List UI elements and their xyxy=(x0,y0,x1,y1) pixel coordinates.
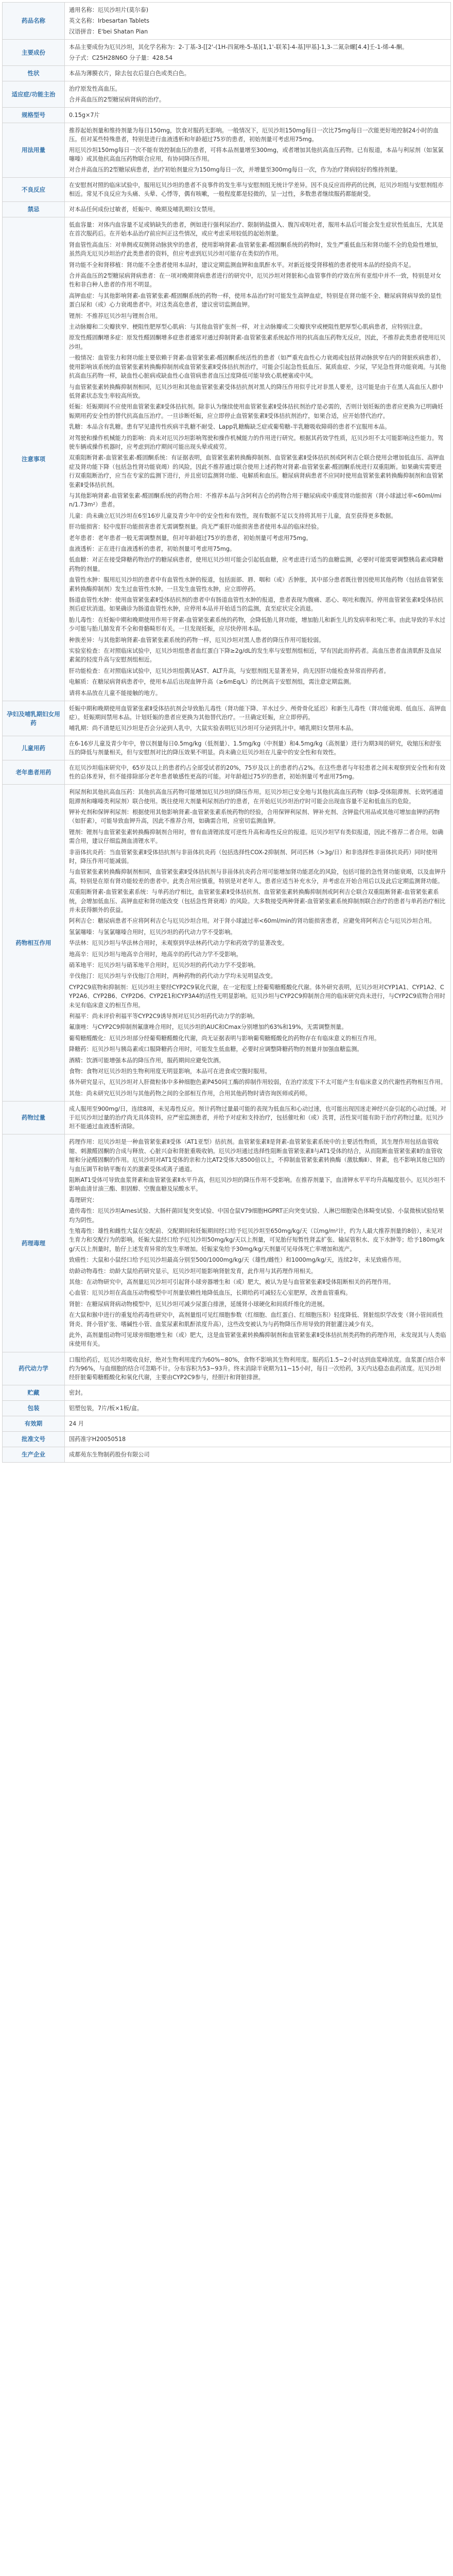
row-value-line: 降糖药：厄贝沙坦与胰岛素或口服降糖药合用时，可能发生低血糖，必要时应调整降糖药物的剂量并加强血糖监测。 xyxy=(69,1046,363,1053)
row-value-line: 与血管紧张素转换酶抑制剂相同，厄贝沙坦和其他血管紧张素受体拮抗剂对黑人的降压作用似乎比对非黑人要差，这可能是由于在黑人高血压人群中低肾素状态发生率较高所致。 xyxy=(69,383,444,399)
row-value-line: 汉语拼音：E'bei Shatan Pian xyxy=(69,28,148,35)
row-label: 药理毒理 xyxy=(3,1134,65,1352)
row-label: 规格型号 xyxy=(3,108,65,123)
row-value-line: 肠道血管性水肿：使用血管紧张素Ⅱ受体拮抗剂的患者中有肠道血管性水肿的报道，患者表现为腹痛、恶心、呕吐和腹泻。停用血管紧张素Ⅱ受体拮抗剂后症状消退。如果确诊为肠道血管性水肿，应停用本品并开始适当的监测，直至症状完全消退。 xyxy=(69,597,444,613)
row-value-line: 哺乳期：尚不清楚厄贝沙坦是否会分泌到人乳中，大鼠实验表明厄贝沙坦可分泌到乳汁中。哺乳期妇女禁用本品。 xyxy=(69,725,357,732)
row-value-line: 本品为薄膜衣片，除去包衣后显白色或类白色。 xyxy=(69,70,190,77)
row-label: 有效期 xyxy=(3,1416,65,1431)
info-row xyxy=(3,1352,451,1385)
row-value xyxy=(65,178,451,202)
row-value-line: 胎儿毒性：在妊娠中期和晚期使用作用于肾素-血管紧张素系统的药物，会降低胎儿肾功能，增加胎儿和新生儿的发病率和死亡率。由此导致的羊水过少可能与胎儿肺发育不全和骨骼畸形有关。一旦发现妊娠，应尽快停用本品。 xyxy=(69,616,446,633)
info-row xyxy=(3,217,451,701)
row-value-line: 致癌性：大鼠和小鼠经口给予厄贝沙坦最高分别至500/1000mg/kg/天（雄性/雌性）和1000mg/kg/天，连续2年，未见致癌作用。 xyxy=(69,1257,405,1264)
row-value xyxy=(65,217,451,701)
row-value-line: 对合并高血压的2型糖尿病患者，治疗初始剂量应为150mg每日一次，并增量至300mg每日一次，作为治疗肾病较好的维持剂量。 xyxy=(69,166,402,173)
row-value-line: 合并高血压的2型糖尿病肾病患者：在一项对晚期肾病患者进行的研究中，厄贝沙坦对肾脏和心血管事件的疗效在所有亚组中并不一致，特别是对女性和非白种人患者的作用不明显。 xyxy=(69,273,442,289)
row-value-line: 幼龄动物毒性：幼龄大鼠给药研究显示，厄贝沙坦可能影响肾脏发育，此作用与其药理作用相关。 xyxy=(69,1267,317,1275)
row-value xyxy=(65,760,451,785)
row-value-line: 锂剂：不推荐厄贝沙坦与锂剂合用。 xyxy=(69,312,162,319)
row-value-line: 妊娠中期和晚期使用血管紧张素Ⅱ受体拮抗剂会导致胎儿毒性（肾功能下降、羊水过少、颅骨骨化延迟）和新生儿毒性（肾功能衰竭、低血压、高钾血症）。妊娠期间禁用本品。计划妊娠的患者应更换为其他替代治疗。一旦确定妊娠，应立即停药。 xyxy=(69,705,446,721)
row-value-line: 治疗原发性高血压。 xyxy=(69,86,121,92)
row-label: 注意事项 xyxy=(3,217,65,701)
row-label: 生产企业 xyxy=(3,1447,65,1462)
row-value xyxy=(65,1101,451,1134)
row-value xyxy=(65,1431,451,1447)
info-row xyxy=(3,178,451,202)
row-value-line: 肾功能不全和肾移植：肾功能不全患者使用本品时，建议定期监测血钾和血肌酐水平。对新近接受肾移植的患者使用本品的经验尚不足。 xyxy=(69,261,415,268)
info-row xyxy=(3,1416,451,1431)
row-value-line: 毒理研究： xyxy=(69,1196,98,1204)
row-value-line: 阿利吉仑：糖尿病患者不应将阿利吉仑与厄贝沙坦合用。对于肾小球滤过率<60ml/min的肾功能损害患者，应避免将阿利吉仑与厄贝沙坦合用。 xyxy=(69,918,435,925)
row-value-line: 肝功能损害：轻中度肝功能损害患者无需调整剂量。尚无严重肝功能损害患者使用本品的临床经验。 xyxy=(69,523,323,531)
row-label: 贮藏 xyxy=(3,1385,65,1400)
row-label: 孕妇及哺乳期妇女用药 xyxy=(3,701,65,736)
row-value-line: 药理作用：厄贝沙坦是一种血管紧张素Ⅱ受体（AT1亚型）拮抗剂。血管紧张素Ⅱ是肾素-血管紧张素系统中的主要活性物质，其生理作用包括血管收缩、刺激醛固酮的合成与释放、心脏兴奋和肾脏重吸收钠。厄贝沙坦通过选择性阻断血管紧张素Ⅱ与AT1受体的结合，从而阻断血管紧张素Ⅱ的血管收缩和分泌醛固酮的作用。厄贝沙坦对AT1受体的亲和力比AT2受体大8500倍以上，不抑制血管紧张素转换酶（激肽酶Ⅱ）、肾素，也不影响其他已知的与血压调节和钠平衡有关的激素受体或离子通道。 xyxy=(69,1139,445,1173)
info-row xyxy=(3,202,451,217)
row-value-line: 血管性水肿：服用厄贝沙坦的患者中有血管性水肿的报道，包括面部、唇、咽和（或）舌肿胀，其中部分患者既往曾因使用其他药物（包括血管紧张素转换酶抑制剂）发生过血管性水肿。一旦发生血管性水肿，应立即停药。 xyxy=(69,577,444,592)
drug-info-rows xyxy=(3,3,451,1463)
row-value-line: 推荐起始剂量和维持剂量为每日150mg，饮食对服药无影响。一般情况下，厄贝沙坦150mg每日一次比75mg每日一次能更好地控制24小时的血压。但对某些特殊患者，特别是进行血液透析和年龄超过75岁的患者，初始剂量可考虑用75mg。 xyxy=(69,127,439,143)
row-value-line: 钾补充剂和保钾利尿剂：根据使用其他影响肾素-血管紧张素系统药物的经验，合用保钾利尿剂、钾补充剂、含钾盐代用品或其他可增加血钾的药物（如肝素），可能导致血钾升高，因此不推荐合用，如确需合用，应密切监测血钾。 xyxy=(69,808,440,825)
row-value-line: 体外研究显示，厄贝沙坦对人肝微粒体中多种细胞色素P450同工酶的抑制作用较弱，在治疗浓度下不太可能产生有临床意义的代谢性药物相互作用。 xyxy=(69,1079,446,1086)
row-value-line: 在6-16岁儿童及青少年中，曾以剂量每日0.5mg/kg（低剂量）、1.5mg/kg（中剂量）和4.5mg/kg（高剂量）进行为期3周的研究，收缩压和舒张压的降低与剂量相关，但与安慰剂对比的降压效果不明显。尚未确立厄贝沙坦在儿童中的安全性和有效性。 xyxy=(69,740,442,756)
row-value-line: 在大鼠和猴中进行的重复给药毒性研究中，高剂量组可见红细胞参数（红细胞、血红蛋白、红细胞压积）轻度降低、肾脏组织学改变（肾小管间质性肾炎、肾小管扩张、嗜碱性小管、血浆尿素和肌酐浓度升高），这些改变被认为与药物降压作用导致的肾脏灌注减少有关。 xyxy=(69,1312,444,1328)
row-value-line: 其他：在动物研究中，高剂量厄贝沙坦可引起肾小球旁器增生和（或）肥大，被认为是与血管紧张素Ⅱ受体阻断相关的药理作用。 xyxy=(69,1278,395,1285)
row-value-line: 国药准字H20050518 xyxy=(69,1435,126,1443)
row-value-line: 对驾驶和操作机械能力的影响：尚未对厄贝沙坦影响驾驶和操作机械能力的作用进行研究。根据其药效学性质，厄贝沙坦不太可能影响这些能力。驾驶车辆或操作机器时，应考虑到治疗期间可能出现头晕或疲劳。 xyxy=(69,434,444,450)
row-value-line: 主动脉瓣和二尖瓣狭窄、梗阻性肥厚型心肌病：与其他血管扩张剂一样，对主动脉瓣或二尖瓣狭窄或梗阻性肥厚型心肌病患者，应特别注意。 xyxy=(69,324,426,331)
row-value-line: 双重阻断肾素-血管紧张素-醛固酮系统：有证据表明，血管紧张素转换酶抑制剂、血管紧张素Ⅱ受体拮抗剂或阿利吉仑联合使用会增加低血压、高钾血症及肾功能下降（包括急性肾功能衰竭）的风险，因此不推荐通过联合使用上述药物对肾素-血管紧张素-醛固酮系统进行双重阻断。如果确实需要进行双重阻断治疗，应当在专家的监测下进行，并且密切监测肾功能、电解质和血压。糖尿病肾病患者不应同时使用血管紧张素转换酶抑制剂和血管紧张素Ⅱ受体拮抗剂。 xyxy=(69,454,445,488)
info-row xyxy=(3,1431,451,1447)
info-row xyxy=(3,123,451,178)
row-value-line: 此外，高剂量组动物可见球旁细胞增生和（或）肥大，这是血管紧张素转换酶抑制剂和血管紧张素Ⅱ受体拮抗剂类药物的药理作用，未发现其与人类临床使用有关。 xyxy=(69,1332,446,1348)
row-value xyxy=(65,1134,451,1352)
row-value-line: 原发性醛固酮增多症：原发性醛固酮增多症患者通常对通过抑制肾素-血管紧张素系统起作用的抗高血压药物无反应，因此，不推荐此类患者使用厄贝沙坦。 xyxy=(69,334,446,350)
row-value-line: 在厄贝沙坦临床研究中，65岁及以上的患者约占全部受试者的20%，75岁及以上的患者约占2%。在这些患者与年轻患者之间未观察到安全性和有效性的总体差异，但不能排除部分老年患者敏感性更高的可能。对年龄超过75岁的患者，初始剂量可考虑用75mg。 xyxy=(69,765,446,781)
row-label: 儿童用药 xyxy=(3,736,65,760)
row-value-line: 高钾血症：与其他影响肾素-血管紧张素-醛固酮系统的药物一样，使用本品治疗时可能发生高钾血症，特别是在肾功能不全、糖尿病肾病导致的显性蛋白尿和（或）心力衰竭患者中。对这类高危患者，建议密切监测血钾。 xyxy=(69,292,442,309)
row-value-line: 乳糖：本品含有乳糖。患有罕见遗传性疾病半乳糖不耐受、Lapp乳糖酶缺乏症或葡萄糖-半乳糖吸收障碍的患者不宜服用本品。 xyxy=(69,423,391,431)
row-value-line: 口服给药后，厄贝沙坦吸收良好，绝对生物利用度约为60%~80%，食物不影响其生物利用度。服药后1.5~2小时达到血浆峰浓度。血浆蛋白结合率约为96%，与血细胞的结合可忽略不计。分布容积为53~93升。终末消除半衰期为11~15小时，每日一次给药，3天内达稳态血药浓度。厄贝沙坦经肝脏葡萄糖醛酸化和氧化代谢，主要由CYP2C9参与，经胆汁和肾脏排泄。 xyxy=(69,1356,446,1381)
row-value-line: 低血糖：对正在接受降糖药物治疗的糖尿病患者，使用厄贝沙坦可能会引起低血糖，应考虑进行适当的血糖监测，必要时可能需要调整胰岛素或降糖药物的剂量。 xyxy=(69,556,444,572)
row-label: 禁忌 xyxy=(3,202,65,217)
row-value-line: 24 月 xyxy=(69,1420,84,1427)
row-value xyxy=(65,1416,451,1431)
row-label: 适应症/功能主治 xyxy=(3,81,65,108)
row-label: 批准文号 xyxy=(3,1431,65,1447)
row-value xyxy=(65,1400,451,1416)
row-value-line: 利尿剂和其他抗高血压药：其他抗高血压药物可能增加厄贝沙坦的降压作用。厄贝沙坦已安全地与其他抗高血压药物（如β-受体阻滞剂、长效钙通道阻滞剂和噻嗪类利尿剂）联合使用。既往使用大剂量利尿剂治疗的患者，在开始厄贝沙坦治疗时可能会出现血容量不足和低血压的危险。 xyxy=(69,789,444,805)
row-value-line: 利福平：尚未评价利福平等CYP2C9诱导剂对厄贝沙坦药代动力学的影响。 xyxy=(69,1013,258,1020)
row-value-line: 低血容量：对体内血容量不足或钠缺失的患者，例如进行强利尿治疗、限制钠盐摄入、腹泻或呕吐者，服用本品后可能会发生症状性低血压，尤其是在首次服药后。在开始本品治疗前应纠正这些情况，或应考虑采用较低的起始剂量。 xyxy=(69,222,444,238)
row-value xyxy=(65,1352,451,1385)
row-label: 药物过量 xyxy=(3,1101,65,1134)
row-label: 不良反应 xyxy=(3,178,65,202)
row-value-line: 肾脏：在糖尿病肾病动物模型中，厄贝沙坦可减少尿蛋白排泄，延缓肾小球硬化和间质纤维化的进展。 xyxy=(69,1300,328,1308)
row-value-line: 种族差异：与其他影响肾素-血管紧张素系统的药物一样，厄贝沙坦对黑人患者的降压作用可能较弱。 xyxy=(69,636,325,643)
info-row xyxy=(3,1447,451,1462)
drug-info-table xyxy=(2,2,451,1463)
info-row xyxy=(3,108,451,123)
row-value-line: 阻断AT1受体可导致血浆肾素和血管紧张素Ⅱ水平升高，但厄贝沙坦的降压作用不受影响。在推荐剂量下，血清钾水平平均升高幅度很小。厄贝沙坦不影响血清甘油三酯、胆固醇、空腹血糖及尿酸水平。 xyxy=(69,1176,446,1193)
row-value-line: 非甾体抗炎药：当血管紧张素Ⅱ受体拮抗剂与非甾体抗炎药（包括选择性COX-2抑制剂、阿司匹林（>3g/日）和非选择性非甾体抗炎药）同时使用时，降压作用可能减弱。 xyxy=(69,849,438,865)
row-value xyxy=(65,736,451,760)
row-value-line: 本品主要成份为厄贝沙坦，其化学名称为：2-丁基-3-[[2'-(1H-四氮唑-5-基)[1,1'-联苯]-4-基]甲基]-1,3-二氮杂螺[4.4]壬-1-烯-4-酮。 xyxy=(69,44,408,50)
row-label: 药代动力学 xyxy=(3,1352,65,1385)
row-value-line: 酒精：饮酒可能增强本品的降压作用，服药期间应避免饮酒。 xyxy=(69,1057,225,1064)
row-label: 老年患者用药 xyxy=(3,760,65,785)
row-value-line: 食物：食物对厄贝沙坦的生物利用度无明显影响，本品可在进食或空腹时服用。 xyxy=(69,1068,271,1075)
row-value-line: 其他：尚未研究厄贝沙坦与其他药物之间的全部相互作用，合用其他药物时请咨询医师或药师。 xyxy=(69,1090,311,1097)
row-value-line: 葡萄糖醛酸化：厄贝沙坦部分经葡萄糖醛酸化代谢，尚无证据表明与影响葡萄糖醛酸化的药物存在有临床意义的相互作用。 xyxy=(69,1035,380,1042)
row-value-line: 硝苯地平：厄贝沙坦与硝苯地平合用时，厄贝沙坦的药代动力学不受影响。 xyxy=(69,962,259,969)
row-value-line: 双重阻断肾素-血管紧张素系统：与单药治疗相比，血管紧张素Ⅱ受体拮抗剂、血管紧张素转换酶抑制剂或阿利吉仑联合双重阻断肾素-血管紧张素系统，会增加低血压、高钾血症和肾功能改变（包括急性肾衰竭）的风险。大多数接受两种肾素-血管紧张素系统抑制剂联合治疗的患者与单药治疗相比并未获得额外的获益。 xyxy=(69,889,446,913)
row-value xyxy=(65,785,451,1101)
info-row xyxy=(3,81,451,108)
row-value-line: 辛伐他汀：厄贝沙坦与辛伐他汀合用时，两种药物的药代动力学均未见明显改变。 xyxy=(69,973,276,980)
info-row xyxy=(3,1400,451,1416)
row-value-line: 地高辛：厄贝沙坦与地高辛合用时，地高辛的药代动力学不受影响。 xyxy=(69,951,242,958)
row-value-line: 肾血管性高血压：对单侧或双侧肾动脉狭窄的患者，使用影响肾素-血管紧张素-醛固酮系统的药物时，发生严重低血压和肾功能不全的危险性增加，虽然尚无厄贝沙坦治疗此类患者的资料，但应考虑到厄贝沙坦可能存在类似的作用。 xyxy=(69,241,442,258)
row-label: 包装 xyxy=(3,1400,65,1416)
row-value xyxy=(65,202,451,217)
row-value xyxy=(65,1385,451,1400)
row-value-line: 0.15g×7片 xyxy=(69,112,100,118)
row-value-line: 锂剂：锂剂与血管紧张素转换酶抑制剂合用时，曾有血清锂浓度可逆性升高和毒性反应的报道。厄贝沙坦罕有类似报道，因此不推荐二者合用。如确需合用，建议仔细监测血清锂水平。 xyxy=(69,828,444,845)
row-value-line: 氟康唑：与CYP2C9抑制剂氟康唑合用时，厄贝沙坦的AUC和Cmax分别增加约63%和19%，无需调整剂量。 xyxy=(69,1024,347,1031)
row-value-line: 老年患者：老年患者一般无需调整剂量，但对年龄超过75岁的患者，初始剂量可考虑用75mg。 xyxy=(69,534,312,541)
row-value-line: 分子式：C25H28N6O 分子量：428.54 xyxy=(69,55,173,61)
row-value-line: 与血管紧张素转换酶抑制剂相同，血管紧张素Ⅱ受体拮抗剂与非甾体抗炎药合用可能增加肾功能恶化的风险，包括可能的急性肾功能衰竭，以及血钾升高，特别是在原有肾功能较差的患者中。此类合用应慎重，特别是对老年人。患者应适当补充水分，并考虑在开始合用后以及此后定期监测肾功能。 xyxy=(69,869,446,885)
row-label: 主要成份 xyxy=(3,40,65,66)
row-value xyxy=(65,40,451,66)
row-value-line: 在安慰剂对照的临床试验中，服用厄贝沙坦的患者不良事件的发生率与安慰剂组无统计学差异。因不良反应而停药的比例，厄贝沙坦组与安慰剂组亦相近。常见不良反应为头痛、头晕、心悸等，偶有咳嗽，一般程度都是轻微的，呈一过性，多数患者继续服药都能耐受。 xyxy=(69,182,444,197)
row-value-line: 密封。 xyxy=(69,1389,86,1396)
row-value-line: 心血管：厄贝沙坦在高血压动物模型中可剂量依赖性地降低血压，长期给药可减轻左心室肥厚，改善血管重构。 xyxy=(69,1290,352,1297)
row-label: 药物相互作用 xyxy=(3,785,65,1101)
info-row xyxy=(3,1134,451,1352)
row-value-line: 铝塑包装，7片/板×1板/盒。 xyxy=(69,1404,143,1412)
row-value-line: 与其他影响肾素-血管紧张素-醛固酮系统的药物合用：不推荐本品与含阿利吉仑的药物合用于糖尿病或中重度肾功能损害（肾小球滤过率<60ml/min/1.73m²）患者。 xyxy=(69,492,442,509)
info-row xyxy=(3,40,451,66)
row-value-line: 合并高血压的2型糖尿病肾病的治疗。 xyxy=(69,96,165,103)
row-value-line: 通用名称：厄贝沙坦片(莫尔泰) xyxy=(69,7,149,13)
row-label: 药品名称 xyxy=(3,3,65,40)
row-value-line: 成人服用至900mg/日，连续8周，未见毒性反应。预计药物过量最可能的表现为低血压和心动过速，也可能出现因迷走神经兴奋引起的心动过缓。对于厄贝沙坦过量的治疗尚无具体资料，应严密监测患者，并给予对症和支持治疗，包括催吐和（或）洗胃，活性炭可能有助于治疗药物过量。厄贝沙坦不能通过血液透析清除。 xyxy=(69,1106,446,1130)
row-value-line: 生殖毒性：雄性和雌性大鼠在交配前、交配期间和妊娠期间经口给予厄贝沙坦至650mg/kg/天（以mg/m²计，约为人最大推荐剂量的8倍），未见对生育力和交配行为的影响。妊娠大鼠经口给予厄贝沙坦50mg/kg/天以上剂量，可见胎仔短暂性肾盂扩张、输尿管积水、皮下水肿等；给予180mg/kg/天以上剂量时，胎仔上述发育异常的发生率增加。妊娠家兔给予30mg/kg/天剂量可见母体死亡率增加和流产。 xyxy=(69,1227,445,1252)
info-row xyxy=(3,66,451,81)
info-row xyxy=(3,1101,451,1134)
row-value-line: 用厄贝沙坦150mg每日一次不能有效控制血压的患者，可将本品剂量增至300mg，或者增加其他抗高血压药物。已有报道，本品与利尿剂（如氢氯噻嗪）或其他抗高血压药物联合应用，有协同降压作用。 xyxy=(69,147,444,162)
row-value-line: 请将本品放在儿童不能接触的地方。 xyxy=(69,689,162,697)
row-label: 性状 xyxy=(3,66,65,81)
row-value-line: 妊娠：妊娠期间不应使用血管紧张素Ⅱ受体拮抗剂。除非认为继续使用血管紧张素Ⅱ受体拮抗剂治疗是必需的，否则计划妊娠的患者应更换为已明确妊娠期用药安全性的替代抗高血压治疗。一旦诊断妊娠，应立即停止血管紧张素Ⅱ受体拮抗剂治疗，如果合适，应开始替代治疗。 xyxy=(69,403,444,419)
info-row xyxy=(3,701,451,736)
row-label: 用法用量 xyxy=(3,123,65,178)
row-value-line: 儿童：尚未确立厄贝沙坦在6至16岁儿童及青少年中的安全性和有效性，现有数据不足以支持将其用于儿童，直至获得更多数据。 xyxy=(69,512,397,519)
info-row xyxy=(3,1385,451,1400)
row-value xyxy=(65,108,451,123)
row-value xyxy=(65,1447,451,1462)
row-value-line: 华法林：厄贝沙坦与华法林合用时，未观察到华法林药代动力学和药效学的显著改变。 xyxy=(69,940,288,947)
row-value xyxy=(65,66,451,81)
row-value xyxy=(65,3,451,40)
row-value-line: 英文名称：Irbesartan Tablets xyxy=(69,18,150,24)
row-value-line: 血液透析：正在进行血液透析的患者，初始剂量可考虑用75mg。 xyxy=(69,546,236,552)
row-value-line: 对本品任何成份过敏者，妊娠中、晚期及哺乳期妇女禁用。 xyxy=(69,206,219,213)
row-value xyxy=(65,81,451,108)
info-row xyxy=(3,785,451,1101)
row-value xyxy=(65,123,451,178)
row-value-line: 成都苑东生物制药股份有限公司 xyxy=(69,1451,150,1458)
row-value xyxy=(65,701,451,736)
row-value-line: CYP2C9底物和抑制剂：厄贝沙坦主要经CYP2C9氧化代谢，在一定程度上经葡萄糖醛酸化代谢。体外研究表明，厄贝沙坦对CYP1A1、CYP1A2、CYP2A6、CYP2B6、CYP2D6、CYP2E1和CYP3A4的活性无明显影响。厄贝沙坦与CYP2C9抑制剂合用的临床研究尚未进行，与CYP2C9底物合用时未见有临床意义的相互作用。 xyxy=(69,984,446,1009)
row-value-line: 一般情况：血管张力和肾功能主要依赖于肾素-血管紧张素-醛固酮系统活性的患者（如严重充血性心力衰竭或包括肾动脉狭窄在内的肾脏疾病患者），使用影响该系统的血管紧张素转换酶抑制剂或血管紧张素Ⅱ受体拮抗剂治疗，可能会引起急性低血压、氮质血症、少尿，罕见急性肾功能衰竭。与其他抗高血压药物一样，缺血性心脏病或缺血性心血管病患者血压过度降低可能导致心肌梗塞或中风。 xyxy=(69,354,446,380)
info-row xyxy=(3,736,451,760)
row-value-line: 电解质：在糖尿病肾病患者中，使用本品后出现血钾升高（≥6mEq/L）的比例高于安慰剂组，需注意定期监测。 xyxy=(69,679,355,686)
info-row xyxy=(3,3,451,40)
row-value-line: 实验室检查：在对照临床试验中，厄贝沙坦组患者血红蛋白下降≥2g/dL的发生率与安慰剂组相近，罕有因此而停药者。高血压患者血清肌酐及血尿素氮的轻度升高与安慰剂组相近。 xyxy=(69,648,442,664)
info-row xyxy=(3,760,451,785)
row-value-line: 遗传毒性：厄贝沙坦Ames试验、大肠杆菌回复突变试验、中国仓鼠V79细胞HGPRT正向突变试验、人淋巴细胞染色体畸变试验、小鼠微核试验结果均为阴性。 xyxy=(69,1208,444,1224)
row-value-line: 肝功能检查：在对照临床试验中，厄贝沙坦组偶见AST、ALT升高，与安慰剂组无显著差异，尚无因肝功能检查异常而停药者。 xyxy=(69,667,390,674)
row-value-line: 氢氯噻嗪：与氢氯噻嗪合用时，厄贝沙坦的药代动力学不受影响。 xyxy=(69,928,236,936)
